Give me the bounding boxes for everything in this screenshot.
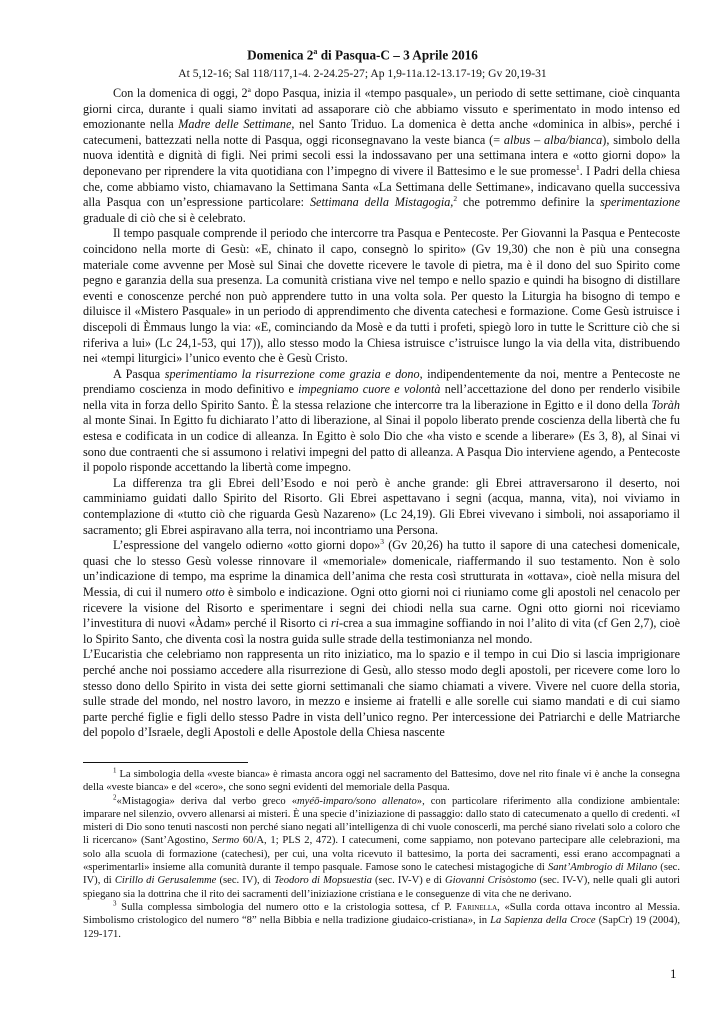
fn2-text-g: (sec. IV), di — [83, 862, 680, 887]
p1-text-a: Con la domenica di oggi, 2 — [113, 86, 248, 100]
footnote-1-text: La simbologia della «veste bianca» è rimasta ancora oggi nel sacramento del Battesimo, dove nel rito finale vi è anche la consegna della «veste bianca» e del «cero», che sono segni evidenti del memoriale della Pasqua. — [83, 769, 680, 794]
title-pre: Domenica 2 — [247, 47, 314, 63]
footnotes — [83, 768, 680, 941]
p1-italic-e: albus – alba/bianca — [503, 132, 603, 147]
fn2-italic-h: Cirillo di Gerusalemme — [114, 875, 217, 887]
fn2-text-i: (sec. IV), di — [216, 875, 275, 887]
footnote-2 — [83, 795, 680, 901]
readings-references: At 5,12-16; Sal 118/117,1-4. 2-24.25-27; Ap 1,9-11a.12-13.17-19; Gv 20,19-31 — [178, 67, 547, 80]
p1-italic-c: Madre delle Settimane — [178, 117, 292, 132]
p1-text-b: dopo Pasqua, inizia il «tempo pasquale», un periodo di sette settimane, cioè cinquanta giorni circa, durante i quali siamo invitati ad assaporare ciò che abbiamo vissuto e sperimentato in modo intenso ed emozionante nella — [83, 86, 680, 132]
p3-text-a: A Pasqua — [113, 366, 165, 381]
p3-text-c: , indipendentemente da noi, mentre a Pentecoste ne prendiamo coscienza in modo definitivo e — [83, 366, 681, 397]
p5-text-f: -crea a sua immagine soffiando in noi l’alito di vita (cf Gen 2,7), cioè lo Spirito Santo, che diventa così la nostra guida sulle strade della testimonianza nel mondo. — [83, 616, 680, 646]
p5-italic-c: otto — [205, 585, 225, 599]
p3-italic-b: sperimentiamo la risurrezione come grazia e dono — [164, 366, 420, 381]
footnote-separator — [83, 762, 248, 763]
p5-text-d: è simbolo e indicazione. Ogni otto giorni noi ci riuniamo come gli apostoli nel cenacolo per ricevere la visione del Risorto e sperimentare i segni dei chiodi nella sua carne. Ogni otto giorni noi riceviamo l’investitura di nuovi «Àdam» perché il Risorto ci — [83, 585, 680, 631]
footnote-1-number: 1 — [113, 766, 117, 775]
p5-italic-e: ri — [330, 616, 340, 631]
paragraph-2: Il tempo pasquale comprende il periodo che intercorre tra Pasqua e Pentecoste. Per Giovanni la Pasqua e Pentecoste coincidono nella morte di Gesù: «E, chinato il capo, consegnò lo spirito» (Gv 19,30) che non è più una consegna materiale come avvenne per Mosè sul Sinai che dovette ricevere le tavole di pietra, ma è il dono del suo Spirito come pegno e garanzia della sua presenza. La comunità cristiana vive nel tempo e nello spazio e quindi ha bisogno di distillare eventi e conoscenze perché non può apprendere tutto in una volta sola. Per questo la Liturgia ha bisogno di tempo e diluisce il «Mistero Pasquale» in un periodo di apprendimento che diventa catechesi e formazione. Come Gesù istruisce i discepoli di Èmmaus lungo la via: «E, cominciando da Mosè e da tutti i profeti, spiegò loro in tutte le Scritture ciò che si riferiva a lui» (Lc 24,1-53, qui 17)), allo stesso modo la Chiesa istruisce c’istruisce lungo la via della vita, distribuendo nei «tempi liturgici» l’unico evento che è Gesù Cristo. — [83, 226, 680, 366]
p1-text-f: ), simbolo della nuova identità e dignità di figli. Nei primi secoli essi la indossavano per una settimana intera e «otto giorni dopo» la deponevano per riprendere la vita quotidiana con l’impegno di vivere il Battesimo e le sue promesse — [83, 132, 680, 178]
fn3-author: Farinella — [456, 901, 498, 913]
fn2-italic-l: Giovanni Crisòstomo — [445, 875, 537, 887]
fn3-italic-d: La Sapienza della Croce — [490, 915, 596, 927]
title-post: di Pasqua-C – 3 Aprile 2016 — [317, 47, 478, 63]
fn2-text-m: (sec. IV-V), nelle quali gli autori spiegano sia la dottrina che il rito dei sacramenti dell’iniziazione cristiana e le conseguenze di vita che ne derivano. — [83, 875, 680, 900]
p3-italic-f: Toràh — [651, 397, 680, 412]
footnote-ref-2[interactable]: 2 — [453, 194, 458, 204]
p1-italic-j: sperimentazione — [600, 195, 680, 210]
fn2-text-e: 60/A, 1; PLS 2, 472). I catecumeni, come sappiamo, non potevano partecipare alle celebrazioni, ma solo alla scuola di formazione (catechesi), per cui, una volta ricevuto il battesimo, la porta dei sacramenti, essi erano accompagnati a «sperimentarli» insieme alla comunità durante il tempo pasquale. Famose sono le catechesi mistagogiche di — [83, 835, 680, 874]
footnote-ref-1[interactable]: 1 — [576, 162, 580, 172]
p1-text-g: . I Padri della chiesa che, come abbiamo visto, chiamavano la Settimana Santa «La Settimana delle Settimane», indicavano quella successiva alla Pasqua con un’espressione particolare: — [83, 163, 680, 210]
page-number: 1 — [670, 966, 677, 981]
p3-italic-d: impegniamo cuore e volontà — [298, 382, 441, 397]
fn2-italic-b: myéō-imparo/sono allenato — [297, 795, 417, 807]
paragraph-1 — [83, 86, 680, 226]
fn2-text-a: «Mistagogia» deriva dal verbo greco « — [116, 795, 298, 807]
p3-text-g: al monte Sinai. In Egitto fu dichiarato l’atto di liberazione, al Sinai il popolo liberato prende coscienza della libertà che fu estesa e codificata in un codice di alleanza. In Egitto è solo Dio che «ha visto e scende a liberare» (Es 3, 8), al Sinai vi sono due contraenti che si assumono i relativi impegni del patto di alleanza. A Pasqua Dio interviene agendo, a Pentecoste il popolo risponde accettando la libertà come impegno. — [83, 413, 680, 475]
footnote-3 — [83, 901, 680, 941]
p1-italic-h: Settimana della Mistagogia, — [309, 195, 454, 210]
title-sup: a — [313, 47, 318, 56]
fn2-italic-j: Teodoro di Mopsuestia — [274, 875, 372, 887]
fn2-text-k: (sec. IV-V) e di — [371, 875, 446, 887]
footnote-3-number: 3 — [113, 899, 117, 908]
paragraph-6: L’Eucaristia che celebriamo non rappresenta un rito iniziatico, ma lo spazio e il tempo in cui Dio si lascia imprigionare perché anche noi possiamo accedere alla risurrezione di Gesù, allo stesso modo degli apostoli, per ricevere come loro lo stesso dono dello Spirito in vista dei sette giorni settimanali che siamo chiamati a vivere. Vivere nel cuore della storia, sulle strade del mondo, nel nostro lavoro, in mezzo e insieme ai fratelli e alle sorelle cui siamo mandati e di cui siamo parte perché figlie e figli dello stesso Padre in vista dell’unico regno. Per intercessione dei Patriarchi e delle Matriarche del popolo d’Israele, degli Apostoli e delle Apostole della Chiesa nascente — [83, 647, 680, 740]
fn2-text-c: », con particolare riferimento alla condizione ambientale: imparare nel silenzio, ovvero allenarsi ai misteri. È una specie d’iniziazione di passaggio: dallo stato di catecumenato a quello di credenti. «I misteri di Dio sono tenuti nascosti non perché siano negati all’intelligenza di chi vuole conoscerli, ma perché siano rivelati solo a coloro che li ricercano» (Sant’Agostino, — [83, 795, 680, 847]
fn2-italic-f: Sant’Ambrogio di Milano — [547, 862, 658, 874]
paragraph-5 — [83, 538, 680, 647]
paragraph-3 — [83, 367, 680, 476]
p5-text-b: (Gv 20,26) ha tutto il sapore di una catechesi domenicale, quasi che lo stesso Gesù volesse rinnovare il «memoriale» domenicale, riaffermando il suo testamento. Non è solo un’indicazione di tempo, ma esprime la dinamica dell’anima che resta così strutturata in «ottava», cioè nella misura del Messia, di cui il numero — [83, 538, 680, 599]
fn3-text-a: Sulla complessa simbologia del numero otto e la cristologia sottesa, cf P. — [116, 901, 457, 913]
p1-text-d: , nel Santo Triduo. La domenica è detta anche «dominica in albis», perché i catecumeni, battezzati nella notte di Pasqua, oggi riconsegnavano la veste bianca (= — [83, 117, 680, 147]
footnote-2-number: 2 — [113, 793, 117, 802]
footnote-ref-3[interactable]: 3 — [380, 537, 384, 547]
footnote-1 — [83, 768, 680, 795]
p1-text-i: che potremmo definire la — [457, 195, 601, 210]
p1-sup-a: a — [247, 84, 251, 94]
paragraph-4: La differenza tra gli Ebrei dell’Esodo e noi però è anche grande: gli Ebrei attraversarono il deserto, noi camminiamo guidati dallo Spirito del Risorto. Gli Ebrei aspettavano i segni (acqua, manna, vita), noi viviamo in contemplazione di «tutto ciò che riguarda Gesù Nazareno» (Lc 24,19). Gli Ebrei vivevano i simboli, noi assaporiamo il sacramento; gli Ebrei aspiravano alla terra, noi incontriamo una Persona. — [83, 475, 680, 537]
page-title — [60, 44, 665, 63]
p5-text-a: L’espressione del vangelo odierno «otto giorni dopo» — [113, 538, 381, 553]
p1-text-k: graduale di ciò che si è celebrato. — [83, 210, 246, 225]
p3-text-e: nell’accettazione del dono per renderlo visibile nella vita in forza dello Spirito Santo. È la stessa relazione che intercorre tra la liberazione in Egitto e il dono della — [83, 382, 681, 412]
main-text — [83, 86, 680, 741]
fn3-text-c: , «Sulla corda ottava incontro al Messia. Simbolismo cristologico del numero “8” nella Bibbia e nella tradizione giudaico-cristiana», in — [83, 901, 681, 927]
fn2-italic-d: Sermo — [212, 835, 240, 847]
fn3-text-e: (SapCr) 19 (2004), 129-171. — [83, 915, 680, 940]
